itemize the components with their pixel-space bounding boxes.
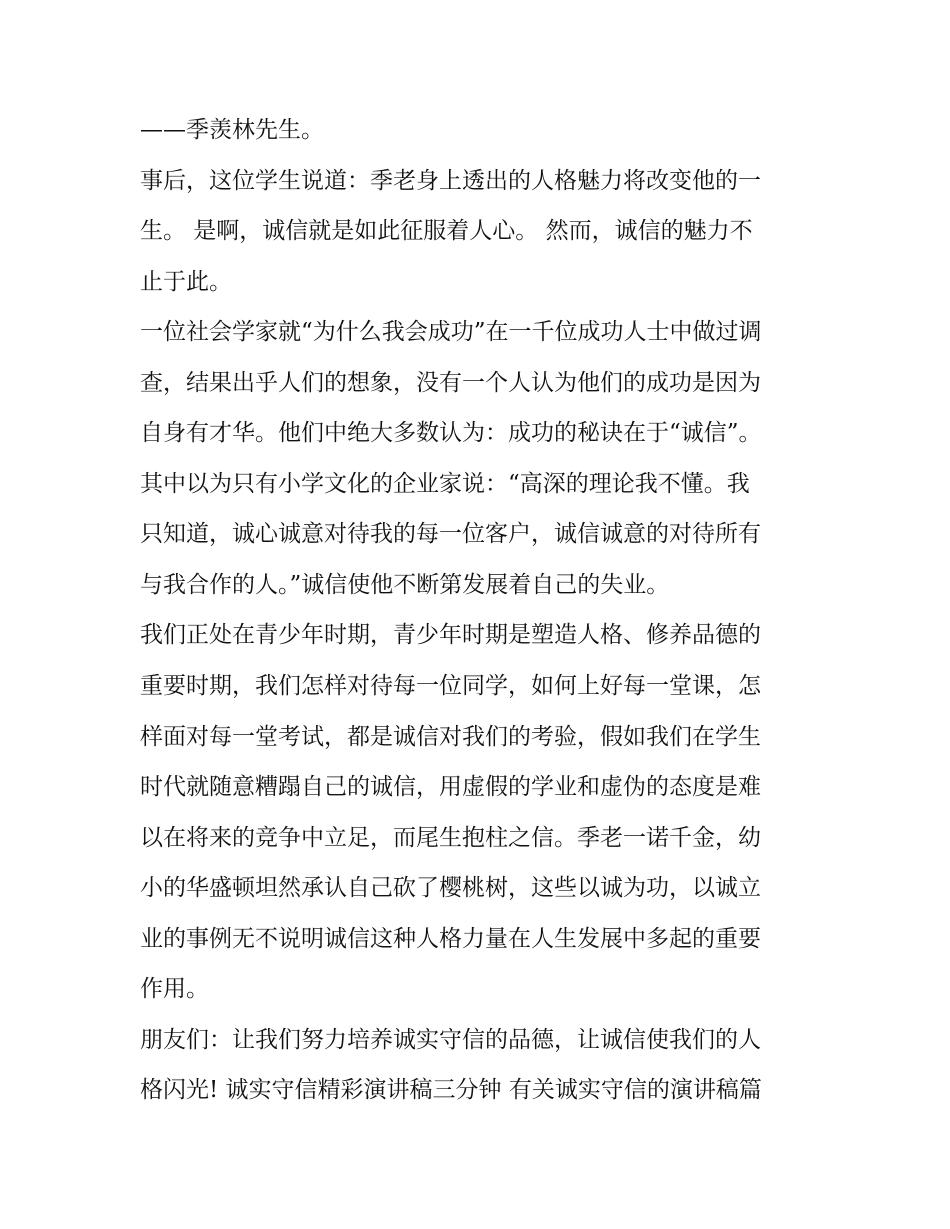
text-line: 小的华盛顿坦然承认自己砍了樱桃树，这些以诚为功，以诚立 [140, 875, 761, 901]
text-line: 其中以为只有小学文化的企业家说：“高深的理论我不懂。我 [140, 471, 750, 497]
text-line: 作用。 [140, 976, 209, 1002]
text-line: 自身有才华。他们中绝大多数认为：成功的秘诀在于“诚信”。 [140, 420, 762, 446]
text-line: 生。 是啊，诚信就是如此征服着人心。 然而，诚信的魅力不 [140, 218, 753, 244]
text-line: 业的事例无不说明诚信这种人格力量在人生发展中多起的重要 [140, 926, 761, 952]
text-line: 止于此。 [140, 269, 232, 295]
text-line: 我们正处在青少年时期，青少年时期是塑造人格、修养品德的 [140, 622, 761, 648]
text-line: ——季羡林先生。 [140, 117, 324, 143]
text-line: 查，结果出乎人们的想象，没有一个人认为他们的成功是因为 [140, 370, 761, 396]
text-line: 只知道，诚心诚意对待我的每一位客户，诚信诚意的对待所有 [140, 521, 761, 547]
text-line: 一位社会学家就“为什么我会成功”在一千位成功人士中做过调 [140, 319, 762, 345]
text-line: 朋友们：让我们努力培养诚实守信的品德，让诚信使我们的人 [140, 1027, 761, 1053]
text-line: 事后，这位学生说道：季老身上透出的人格魅力将改变他的一 [140, 168, 761, 194]
text-line: 重要时期，我们怎样对待每一位同学，如何上好每一堂课，怎 [140, 673, 761, 699]
text-line: 样面对每一堂考试，都是诚信对我们的考验，假如我们在学生 [140, 724, 761, 750]
text-line: 以在将来的竞争中立足，而尾生抱柱之信。季老一诺千金，幼 [140, 825, 761, 851]
text-line: 格闪光! 诚实守信精彩演讲稿三分钟 有关诚实守信的演讲稿篇 [140, 1077, 762, 1103]
text-line: 时代就随意糟蹋自己的诚信，用虚假的学业和虚伪的态度是难 [140, 774, 761, 800]
text-line: 与我合作的人。”诚信使他不断第发展着自己的失业。 [140, 572, 670, 598]
